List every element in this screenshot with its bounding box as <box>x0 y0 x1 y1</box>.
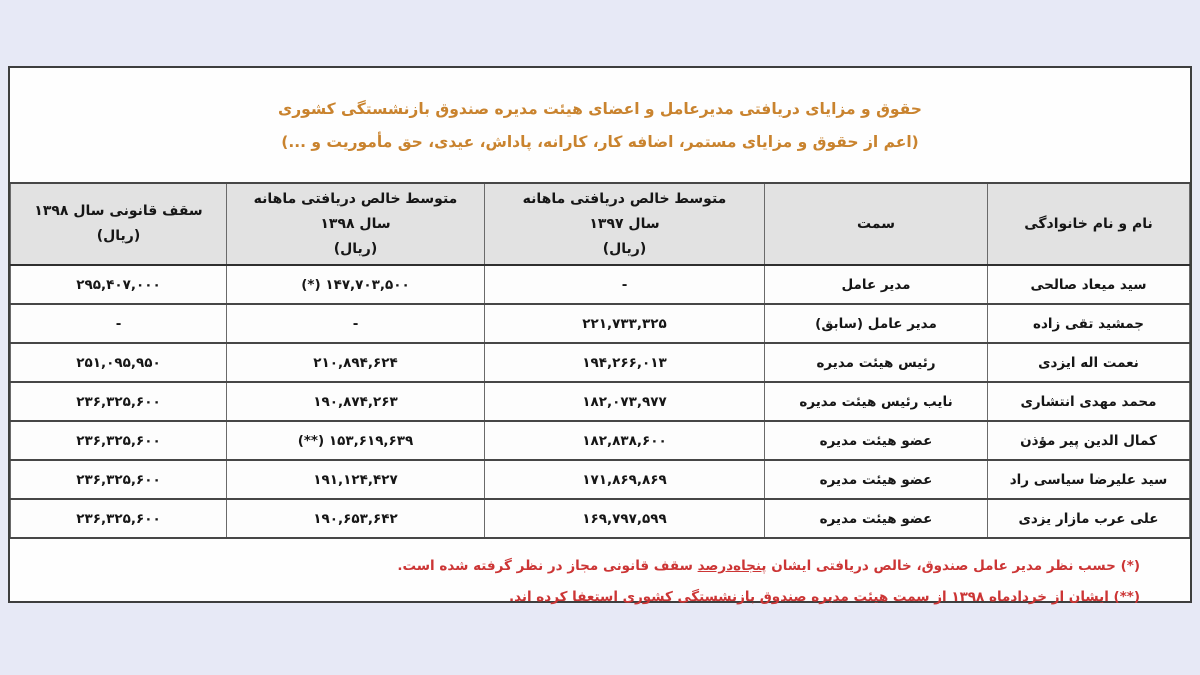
header-avg-1397-line2: سال ۱۳۹۷ <box>589 215 660 232</box>
title-line-2: (اعم از حقوق و مزایای مستمر، اضافه کار، کارانه، پاداش، عیدی، حق مأموریت و ...) <box>281 132 919 151</box>
cell-avg-1398: (*) ۱۴۷,۷۰۳,۵۰۰ <box>227 265 485 304</box>
footnote-1-text: (*) حسب نظر مدیر عامل صندوق، خالص دریافتی ایشان <box>766 558 1140 574</box>
table-row <box>11 304 1190 343</box>
header-avg-1397-line3: (ریال) <box>602 240 647 257</box>
header-name <box>988 183 1190 265</box>
footnote-2: (**) ایشان از خردادماه ۱۳۹۸ از سمت هیئت مدیره صندوق بازنشستگی کشوری استعفا کرده اند. <box>508 589 1140 605</box>
header-avg-1398 <box>227 183 485 265</box>
cell-avg-1397: ۲۲۱,۷۳۳,۳۲۵ <box>485 304 765 343</box>
cell-avg-1398: - <box>227 304 485 343</box>
cell-avg-1398: ۱۹۰,۶۵۳,۶۴۲ <box>227 499 485 538</box>
table-row <box>11 421 1190 460</box>
cell-position: مدیر عامل (سابق) <box>765 304 988 343</box>
header-position <box>765 183 988 265</box>
cell-position: مدیر عامل <box>765 265 988 304</box>
table-row <box>11 460 1190 499</box>
header-legal-cap-line1: سقف قانونی سال ۱۳۹۸ <box>34 203 203 219</box>
cell-legal-cap: - <box>11 304 227 343</box>
title-line-1: حقوق و مزایای دریافتی مدیرعامل و اعضای هیئت مدیره صندوق بازنشستگی کشوری <box>278 99 922 118</box>
cell-avg-1397: ۱۹۴,۲۶۶,۰۱۳ <box>485 343 765 382</box>
cell-name: جمشید تقی زاده <box>988 304 1190 343</box>
table-header-row <box>11 183 1190 265</box>
document-title <box>10 68 1190 182</box>
cell-avg-1397: ۱۶۹,۷۹۷,۵۹۹ <box>485 499 765 538</box>
footnote-1-text-end: سقف قانونی مجاز در نظر گرفته شده است. <box>397 558 698 574</box>
cell-name: سید علیرضا سیاسی راد <box>988 460 1190 499</box>
cell-avg-1397: ۱۸۲,۰۷۳,۹۷۷ <box>485 382 765 421</box>
cell-position: نایب رئیس هیئت مدیره <box>765 382 988 421</box>
cell-avg-1398: (**) ۱۵۳,۶۱۹,۶۳۹ <box>227 421 485 460</box>
table-row <box>11 343 1190 382</box>
cell-avg-1398: ۱۹۱,۱۲۴,۴۲۷ <box>227 460 485 499</box>
cell-name: علی عرب مازار یزدی <box>988 499 1190 538</box>
table-row <box>11 499 1190 538</box>
header-name-label: نام و نام خانوادگی <box>1024 215 1153 232</box>
cell-avg-1398: ۱۹۰,۸۷۴,۲۶۳ <box>227 382 485 421</box>
footnotes <box>10 539 1190 613</box>
cell-legal-cap: ۲۵۱,۰۹۵,۹۵۰ <box>11 343 227 382</box>
document-frame <box>8 66 1192 603</box>
header-avg-1397 <box>485 183 765 265</box>
header-avg-1398-line2: سال ۱۳۹۸ <box>320 215 391 232</box>
cell-position: عضو هیئت مدیره <box>765 421 988 460</box>
table-row <box>11 382 1190 421</box>
cell-legal-cap: ۲۳۶,۳۲۵,۶۰۰ <box>11 382 227 421</box>
header-avg-1398-line3: (ریال) <box>333 240 378 257</box>
cell-avg-1397: ۱۷۱,۸۶۹,۸۶۹ <box>485 460 765 499</box>
cell-position: رئیس هیئت مدیره <box>765 343 988 382</box>
cell-legal-cap: ۲۳۶,۳۲۵,۶۰۰ <box>11 460 227 499</box>
footnote-1-underlined-text: پنجاه‌درصد <box>697 558 767 574</box>
footnote-1 <box>10 551 1140 582</box>
header-position-label: سمت <box>857 215 895 232</box>
header-legal-cap-line2: (ریال) <box>96 228 141 244</box>
header-avg-1398-line1: متوسط خالص دریافتی ماهانه <box>253 190 458 207</box>
cell-avg-1397: ۱۸۲,۸۳۸,۶۰۰ <box>485 421 765 460</box>
cell-legal-cap: ۲۹۵,۴۰۷,۰۰۰ <box>11 265 227 304</box>
cell-legal-cap: ۲۳۶,۳۲۵,۶۰۰ <box>11 421 227 460</box>
table-row <box>11 265 1190 304</box>
cell-position: عضو هیئت مدیره <box>765 460 988 499</box>
cell-name: سید میعاد صالحی <box>988 265 1190 304</box>
header-legal-cap <box>11 183 227 265</box>
cell-name: محمد مهدی انتشاری <box>988 382 1190 421</box>
cell-avg-1398: ۲۱۰,۸۹۴,۶۲۴ <box>227 343 485 382</box>
salary-table <box>10 182 1190 539</box>
cell-name: نعمت اله ایزدی <box>988 343 1190 382</box>
cell-avg-1397: - <box>485 265 765 304</box>
cell-legal-cap: ۲۳۶,۳۲۵,۶۰۰ <box>11 499 227 538</box>
cell-name: کمال الدین پیر مؤذن <box>988 421 1190 460</box>
cell-position: عضو هیئت مدیره <box>765 499 988 538</box>
header-avg-1397-line1: متوسط خالص دریافتی ماهانه <box>522 190 727 207</box>
